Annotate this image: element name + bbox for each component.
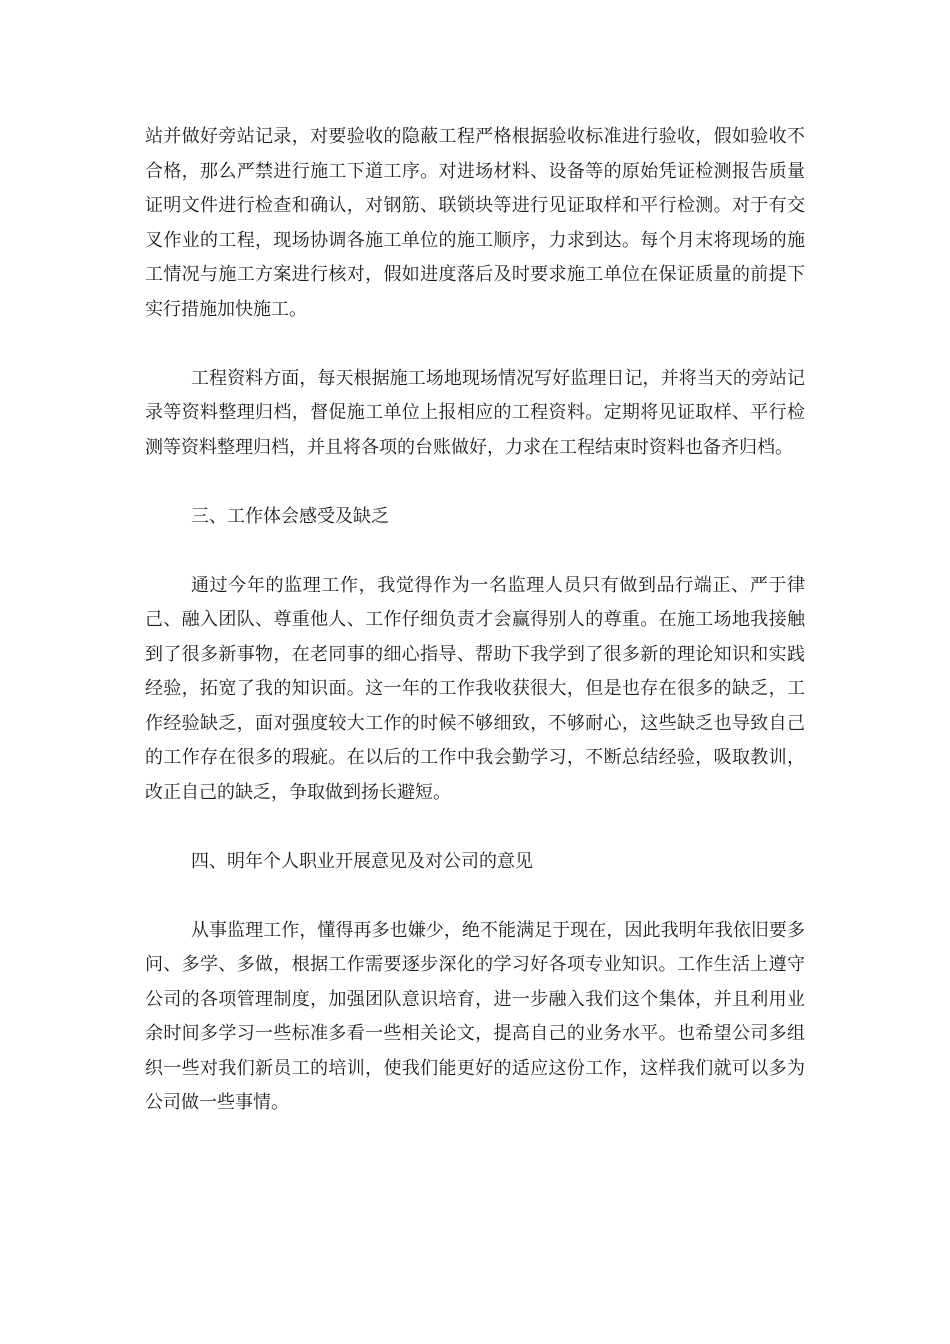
paragraph-engineering-records: 工程资料方面，每天根据施工场地现场情况写好监理日记，并将当天的旁站记录等资料整理归档，督促施工单位上报相应的工程资料。定期将见证取样、平行检测等资料整理归档，并且将各项的台账做好，力求在工程结束时资料也备齐归档。: [145, 367, 805, 458]
document-body: [145, 120, 805, 1155]
paragraph-career-plan: 从事监理工作，懂得再多也嫌少，绝不能满足于现在，因此我明年我依旧要多问、多学、多做，根据工作需要逐步深化的学习好各项专业知识。工作生活上遵守公司的各项管理制度，加强团队意识培育，进一步融入我们这个集体，并且利用业余时间多学习一些标准多看一些相关论文，提高自己的业务水平。也希望公司多组织一些对我们新员工的培训，使我们能更好的适应这份工作，这样我们就可以多为公司做一些事情。: [145, 919, 805, 1113]
section-heading-experience: 三、工作体会感受及缺乏: [191, 505, 389, 527]
paragraph-experience: 通过今年的监理工作，我觉得作为一名监理人员只有做到品行端正、严于律己、融入团队、尊重他人、工作仔细负责才会赢得别人的尊重。在施工场地我接触到了很多新事物，在老同事的细心指导、帮助下我学到了很多新的理论知识和实践经验，拓宽了我的知识面。这一年的工作我收获很大，但是也存在很多的缺乏，工作经验缺乏，面对强度较大工作的时候不够细致，不够耐心，这些缺乏也导致自己的工作存在很多的瑕疵。在以后的工作中我会勤学习，不断总结经验，吸取教训，改正自己的缺乏，争取做到扬长避短。: [145, 574, 805, 803]
section-heading-career-plan: 四、明年个人职业开展意见及对公司的意见: [191, 850, 533, 872]
paragraph-supervision-continued: 站并做好旁站记录，对要验收的隐蔽工程严格根据验收标准进行验收，假如验收不合格，那么严禁进行施工下道工序。对进场材料、设备等的原始凭证检测报告质量证明文件进行检查和确认，对钢筋、联锁块等进行见证取样和平行检测。对于有交叉作业的工程，现场协调各施工单位的施工顺序，力求到达。每个月末将现场的施工情况与施工方案进行核对，假如进度落后及时要求施工单位在保证质量的前提下实行措施加快施工。: [145, 126, 805, 320]
